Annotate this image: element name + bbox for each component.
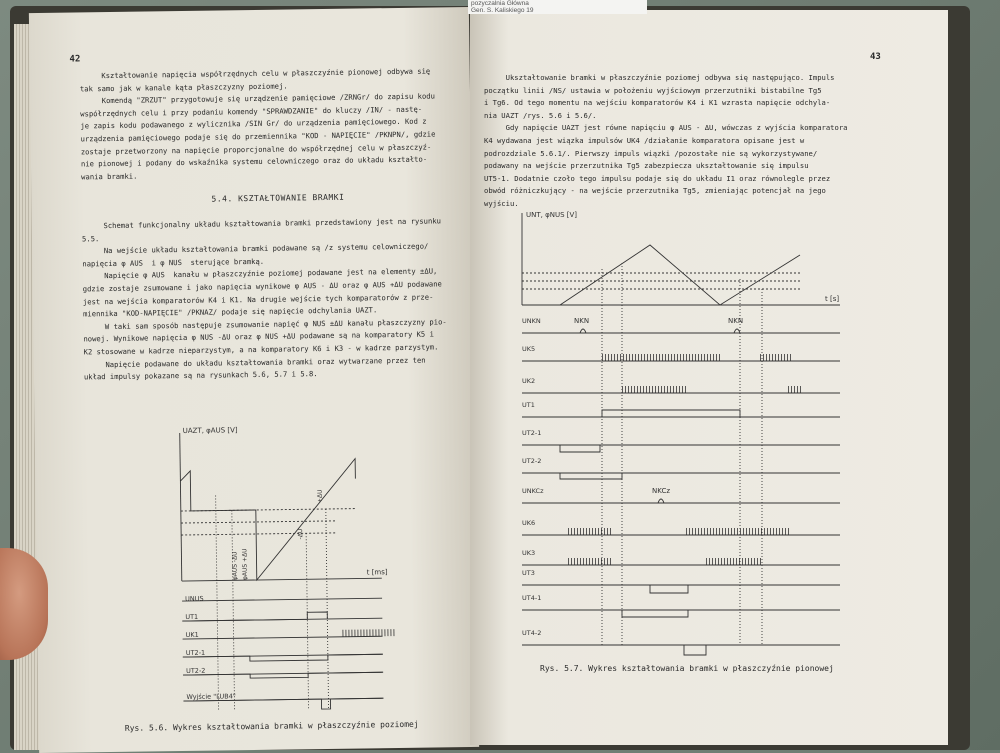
row-label: UNUS <box>184 594 204 603</box>
figure-caption: Rys. 5.6. Wykres kształtowania bramki w płaszczyźnie poziomej <box>124 719 419 733</box>
pulse-tick <box>363 629 364 636</box>
pulse-tick <box>571 558 572 565</box>
pulse-tick <box>384 629 385 636</box>
pulse-tick <box>766 354 767 361</box>
pulse-tick <box>652 386 653 393</box>
pulse-tick <box>746 528 747 535</box>
pulse-tick <box>662 354 663 361</box>
text-line: nowej. Wynikowe napięcia φ NUS -ΔU oraz φ NUS +ΔU podawane są na komparatory K5 i <box>83 329 434 344</box>
pulse-tick <box>665 354 666 361</box>
y-axis <box>180 433 182 581</box>
pulse-tick <box>710 354 711 361</box>
pulse-tick <box>692 528 693 535</box>
pulse-tick <box>698 354 699 361</box>
y-axis-label: UAZT, φAUS [V] <box>182 426 238 435</box>
pulse-tick <box>707 354 708 361</box>
text-line: Schemat funkcjonalny układu kształtowania bramki przedstawiony jest na rysunku <box>81 216 442 231</box>
figure-caption: Rys. 5.7. Wykres kształtowania bramki w płaszczyźnie pionowej <box>540 664 834 673</box>
pulse-tick <box>617 354 618 361</box>
pulse-tick <box>614 354 615 361</box>
text-line: nie pionowej i podany do wskaźnika systemu celowniczego oraz do układu kształto- <box>80 154 428 169</box>
mark-label: NKN <box>574 317 590 325</box>
annotation: -ΔU <box>297 528 305 540</box>
pulse-tick <box>640 386 641 393</box>
row-label: UT2-2 <box>186 666 206 675</box>
page-number: 42 <box>69 54 81 65</box>
pulse-tick <box>719 354 720 361</box>
left-page <box>29 7 479 753</box>
pulse-tick <box>767 528 768 535</box>
pulse-tick <box>574 528 575 535</box>
x-axis-label: t [s] <box>825 295 840 303</box>
pulse-tick <box>638 354 639 361</box>
pulse-tick <box>769 354 770 361</box>
pulse-tick <box>776 528 777 535</box>
pulse-tick <box>713 528 714 535</box>
pulse-tick <box>595 558 596 565</box>
pulse-tick <box>725 528 726 535</box>
pulse-tick <box>689 354 690 361</box>
text-line: K4 wydawana jest wiązka impulsów UK4 /działanie komparatora opisane jest w <box>484 135 805 145</box>
pulse-tick <box>743 528 744 535</box>
triangle-curve <box>560 245 800 305</box>
pulse-tick <box>611 354 612 361</box>
pulse-tick <box>758 528 759 535</box>
pulse-tick <box>782 528 783 535</box>
text-line: Ukształtowanie bramki w płaszczyźnie poziomej odbywa się następująco. Impuls <box>484 73 835 82</box>
page-number: 43 <box>870 52 881 62</box>
text-line: tak samo jak w kanale kąta płaszczyzny poziomej. <box>79 81 288 93</box>
pulse-tick <box>748 558 749 565</box>
pulse-trains <box>568 354 801 565</box>
text-line: 5.5. <box>81 233 100 243</box>
right-body-paragraph <box>484 72 848 211</box>
pulse-tick <box>701 354 702 361</box>
text-line: Na wejście układu kształtowania bramki podawane są /z systemu celowniczego/ <box>82 241 429 256</box>
pulse-tick <box>715 558 716 565</box>
pulse-tick <box>701 528 702 535</box>
row-label: UT3 <box>522 569 535 577</box>
figure-5-7 <box>470 205 948 665</box>
pulse-tick <box>787 354 788 361</box>
text-line: wyjściu. <box>484 198 519 208</box>
pulse-tick <box>601 528 602 535</box>
pulse-tick <box>686 354 687 361</box>
pulse-tick <box>375 629 376 636</box>
pulse-tick <box>770 528 771 535</box>
pulse-tick <box>369 629 370 636</box>
pulse-tick <box>351 630 352 637</box>
pulse-tick <box>755 528 756 535</box>
pulse-tick <box>785 528 786 535</box>
pulse-tick <box>722 528 723 535</box>
pulse-tick <box>677 354 678 361</box>
pulse-tick <box>790 354 791 361</box>
pulse-tick <box>592 558 593 565</box>
figure-5-6 <box>34 407 479 753</box>
pulse-tick <box>695 528 696 535</box>
pulse-tick <box>586 528 587 535</box>
pulse-tick <box>381 629 382 636</box>
pulse-tick <box>760 354 761 361</box>
pulse-tick <box>577 558 578 565</box>
pulse-tick <box>622 386 623 393</box>
pulse-tick <box>698 528 699 535</box>
pulse-tick <box>730 558 731 565</box>
pulse-tick <box>646 386 647 393</box>
pulse-tick <box>354 630 355 637</box>
x-axis <box>182 578 382 581</box>
pulse-tick <box>390 629 391 636</box>
text-line: obwód różniczkujący - na wejście przerzutnika Tg5, zmieniając potencjał na jego <box>484 186 826 196</box>
text-line: Komendą "ZRZUT" przygotowuje się urządzenie pamięciowe /ZRNGr/ do zapisu kodu <box>80 91 435 106</box>
pulse-tick <box>737 528 738 535</box>
pulse-tick <box>586 558 587 565</box>
text-line: wania bramki. <box>81 171 138 182</box>
section-heading: 5.4. KSZTAŁTOWANIE BRAMKI <box>211 192 345 204</box>
pulse-tick <box>568 558 569 565</box>
pulse-tick <box>757 558 758 565</box>
pulse-tick <box>629 354 630 361</box>
row-label: UT4-1 <box>522 594 542 602</box>
text-line: urządzenia pamięciowego podaje się do przemiennika "KOD - NAPIĘCIE" /PKNPN/, gdzie <box>80 129 436 144</box>
x-axis-label: t [ms] <box>366 568 388 577</box>
pulse-tick <box>647 354 648 361</box>
pulse-tick <box>604 528 605 535</box>
pulse-tick <box>366 629 367 636</box>
pulse-tick <box>607 558 608 565</box>
row-label: UK6 <box>522 519 536 527</box>
sticker-line: pozyczalnia Główna <box>471 0 529 7</box>
pulse-tick <box>682 386 683 393</box>
pulse-tick <box>745 558 746 565</box>
pulse-tick <box>607 528 608 535</box>
pulse-tick <box>653 354 654 361</box>
pulse-tick <box>357 630 358 637</box>
pulse-tick <box>348 630 349 637</box>
pulse-tick <box>598 528 599 535</box>
pulse-tick <box>626 354 627 361</box>
pulse-tick <box>775 354 776 361</box>
pulse-train-k1 <box>342 629 394 637</box>
pulse-tick <box>620 354 621 361</box>
row-label: UK2 <box>522 377 536 385</box>
pulse-tick <box>772 354 773 361</box>
pulse-tick <box>602 354 603 361</box>
pulse-tick <box>623 354 624 361</box>
right-page <box>470 10 948 745</box>
annotation: +ΔU <box>316 489 324 504</box>
pulse-tick <box>625 386 626 393</box>
pulse-tick <box>598 558 599 565</box>
y-axis-label: UNT, φNUS [V] <box>526 211 577 219</box>
pulse-tick <box>727 558 728 565</box>
pulse-tick <box>583 528 584 535</box>
pulse-tick <box>751 558 752 565</box>
pulse-tick <box>739 558 740 565</box>
text-line: i Tg6. Od tego momentu na wejściu komparatorów K4 i K1 wzrasta napięcie odchyla- <box>484 98 831 108</box>
pulse-tick <box>763 354 764 361</box>
pulse-tick <box>655 386 656 393</box>
pulse-tick <box>673 386 674 393</box>
pulse-tick <box>731 528 732 535</box>
pulse-tick <box>773 528 774 535</box>
pulse-tick <box>608 354 609 361</box>
pulse-tick <box>667 386 668 393</box>
pulse-tick <box>661 386 662 393</box>
text-line: napięcia φ AUS i φ NUS sterujące bramką. <box>82 256 265 269</box>
pulse-tick <box>686 528 687 535</box>
pulse-tick <box>692 354 693 361</box>
pulse-tick <box>605 354 606 361</box>
annotation: φAUS -ΔU <box>231 551 239 581</box>
pulse-tick <box>712 558 713 565</box>
pulse-tick <box>372 629 373 636</box>
pulse-tick <box>644 354 645 361</box>
sticker-line: Gen. S. Kaliskiego 19 <box>471 7 534 14</box>
mark-label: NKCz <box>652 487 671 495</box>
pulse-tick <box>659 354 660 361</box>
pulse-tick <box>788 528 789 535</box>
pulse-tick <box>664 386 665 393</box>
text-line: UT5-1. Dodatnie czoło tego impulsu podaje się do układu I1 oraz równolegle przez <box>484 173 831 183</box>
pulse-tick <box>670 386 671 393</box>
row-label: UNKCz <box>522 487 544 495</box>
pulse-tick <box>387 629 388 636</box>
text-line: gdzie zostaje zsumowane i jako napięcia wynikowe φ AUS - ΔU oraz φ AUS +ΔU podawane <box>82 279 442 294</box>
text-line: nia UAZT /rys. 5.6 i 5.6/. <box>484 110 597 120</box>
pulse-tick <box>634 386 635 393</box>
pulse-tick <box>589 558 590 565</box>
pulse-tick <box>577 528 578 535</box>
pulse-tick <box>740 528 741 535</box>
annotation: φAUS +ΔU <box>241 548 249 581</box>
pulse-tick <box>637 386 638 393</box>
pulse-tick <box>704 528 705 535</box>
pulse-tick <box>342 630 343 637</box>
pulse-tick <box>707 528 708 535</box>
pulse-tick <box>718 558 719 565</box>
pulse-tick <box>679 386 680 393</box>
text-line: miennika "KOD-NAPIĘCIE" /PKNAZ/ podaje się napięcie odchylania UAZT. <box>82 305 378 319</box>
pulse-tick <box>716 354 717 361</box>
pulse-tick <box>710 528 711 535</box>
pulse-tick <box>592 528 593 535</box>
pulse-tick <box>595 528 596 535</box>
text-line: Napięcie podawane do układu kształtowania bramki oraz wytwarzane przez ten <box>83 355 426 369</box>
pulse-tick <box>704 354 705 361</box>
pulse-tick <box>671 354 672 361</box>
pulse-tick <box>695 354 696 361</box>
pulse-tick <box>643 386 644 393</box>
pulse-tick <box>571 528 572 535</box>
text-line: podawany na wejście przerzutnika Tg5 zabezpiecza ukształtowanie się impulsu <box>484 161 809 171</box>
pulse-tick <box>742 558 743 565</box>
pulse-tick <box>733 558 734 565</box>
pulse-tick <box>778 354 779 361</box>
text-line: jest na wejścia komparatorów K4 i K1. Na drugie wejście tych komparatorów z prze- <box>82 292 434 306</box>
pulse-tick <box>628 386 629 393</box>
row-label: UT2-1 <box>522 429 542 437</box>
row-label: UT2-2 <box>522 457 542 465</box>
text-line: K2 stosowane w kadrze nieparzystym, a na komparatory K6 i K3 - w kadrze parzystym. <box>83 342 439 357</box>
sawtooth-curve <box>180 459 357 581</box>
row-label: UT1 <box>185 612 199 621</box>
pulse-tick <box>752 528 753 535</box>
row-label: UT2-1 <box>185 648 206 657</box>
pulse-tick <box>760 558 761 565</box>
pulse-tick <box>779 528 780 535</box>
pulse-tick <box>610 558 611 565</box>
library-sticker <box>468 0 647 14</box>
pulse-tick <box>713 354 714 361</box>
row-label: UK3 <box>522 549 536 557</box>
row-label: UNKN <box>522 317 541 325</box>
pulse-tick <box>360 630 361 637</box>
pulse-tick <box>604 558 605 565</box>
pulse-tick <box>393 629 394 636</box>
text-line: W taki sam sposób następuje zsumowanie napięć φ NUS ±ΔU kanału płaszczyzny pio- <box>83 317 447 332</box>
pulse-tick <box>764 528 765 535</box>
pulse-tick <box>728 528 729 535</box>
pulse-tick <box>583 558 584 565</box>
pulse-tick <box>580 558 581 565</box>
pulse-tick <box>797 386 798 393</box>
pulse-tick <box>754 558 755 565</box>
row-label: UK5 <box>522 345 536 353</box>
text-line: je zapis kodu podawanego z wylicznika /SIN Gr/ do urządzenia pamięciowego. Kod z <box>80 116 427 131</box>
pulse-tick <box>650 354 651 361</box>
pulse-tick <box>345 630 346 637</box>
pulse-tick <box>689 528 690 535</box>
pulse-tick <box>601 558 602 565</box>
row-label: UT4-2 <box>522 629 542 637</box>
pulse-tick <box>706 558 707 565</box>
pulse-tick <box>791 386 792 393</box>
row-label: UK1 <box>185 630 199 639</box>
text-line: współrzędnych celu i przy podaniu komendy "SPRAWDZANIE" do kluczy /IN/ - nastę- <box>80 104 423 119</box>
pulse-tick <box>719 528 720 535</box>
text-line: początku linii /NS/ ustawia w położeniu wyjściowym przerzutniki bistabilne Tg5 <box>484 85 822 95</box>
row-label: Wyjście "LUB4" <box>186 692 236 701</box>
pulse-tick <box>781 354 782 361</box>
pulse-tick <box>680 354 681 361</box>
pulse-tick <box>676 386 677 393</box>
left-intro-paragraph <box>80 65 436 183</box>
pulse-tick <box>589 528 590 535</box>
pulse-tick <box>610 528 611 535</box>
pulse-tick <box>721 558 722 565</box>
pulse-tick <box>794 386 795 393</box>
text-line: Kształtowanie napięcia współrzędnych celu w płaszczyźnie pionowej odbywa się <box>79 66 431 81</box>
pulse-tick <box>568 528 569 535</box>
text-line: Gdy napięcie UAZT jest równe napięciu φ AUS - ΔU, wówczas z wyjścia komparatora <box>484 123 848 133</box>
pulse-tick <box>784 354 785 361</box>
pulse-tick <box>724 558 725 565</box>
pulse-tick <box>674 354 675 361</box>
pulse-tick <box>649 386 650 393</box>
pulse-tick <box>631 386 632 393</box>
text-line: podrozdziale 5.6.1/. Pierwszy impuls wiązki /pozostałe nie są wykorzystywane/ <box>484 148 818 158</box>
pulse-tick <box>749 528 750 535</box>
pulse-tick <box>683 354 684 361</box>
pulse-tick <box>635 354 636 361</box>
row-label: UT1 <box>522 401 535 409</box>
text-line: układ impulsy pokazane są na rysunkach 5.6, 5.7 i 5.8. <box>83 369 318 382</box>
text-line: Napięcie φ AUS kanału w płaszczyźnie poziomej podawane jest na elementy ±ΔU, <box>82 266 438 281</box>
pulse-tick <box>736 558 737 565</box>
pulse-tick <box>378 629 379 636</box>
pulse-tick <box>788 386 789 393</box>
pulse-tick <box>800 386 801 393</box>
pulse-tick <box>632 354 633 361</box>
pulse-tick <box>709 558 710 565</box>
left-body-paragraph <box>82 215 448 384</box>
pulse-tick <box>685 386 686 393</box>
pulse-tick <box>574 558 575 565</box>
pulse-tick <box>641 354 642 361</box>
pulse-tick <box>716 528 717 535</box>
text-line: zostaje przetworzony na napięcie proporcjonalne do współrzędnej celu w płaszczyź- <box>80 142 432 156</box>
pulse-tick <box>658 386 659 393</box>
pulse-tick <box>734 528 735 535</box>
pulse-tick <box>761 528 762 535</box>
pulse-tick <box>580 528 581 535</box>
pulse-tick <box>668 354 669 361</box>
pulse-tick <box>656 354 657 361</box>
mark-label: NKN <box>728 317 744 325</box>
